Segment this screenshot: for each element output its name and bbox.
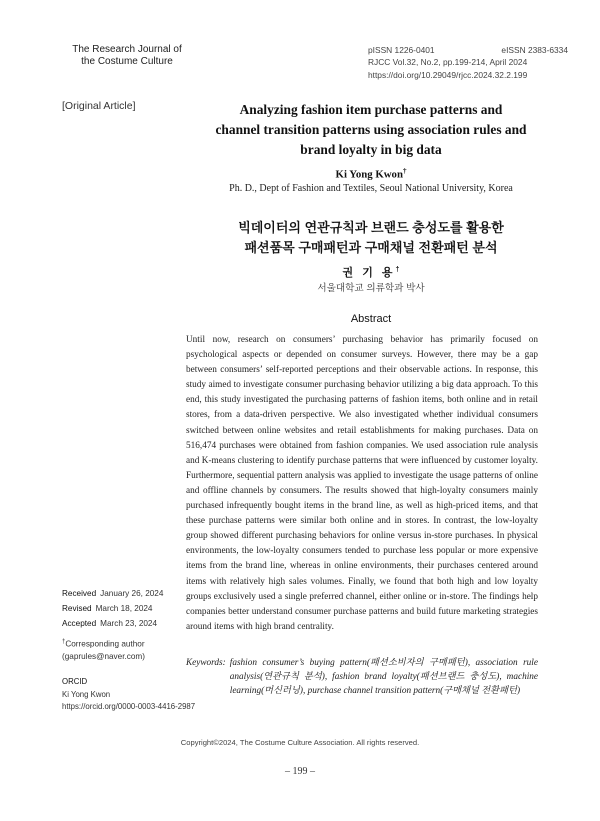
publication-meta — [368, 44, 568, 81]
author-name — [185, 167, 557, 181]
revised-value: March 18, 2024 — [95, 603, 153, 613]
citation: RJCC Vol.32, No.2, pp.199-214, April 2024 — [368, 57, 528, 68]
accepted-label: Accepted — [62, 618, 97, 628]
abstract-heading: Abstract — [350, 313, 392, 325]
journal-name-line-2: the Costume Culture — [81, 56, 173, 67]
korean-corresponding-mark: † — [395, 266, 400, 274]
article-type: [Original Article] — [62, 100, 136, 112]
author-affiliation: Ph. D., Dept of Fashion and Textiles, Seoul National University, Korea — [229, 183, 513, 194]
orcid-block — [62, 676, 195, 714]
korean-affiliation: 서울대학교 의류학과 박사 — [317, 283, 425, 294]
orcid-link[interactable]: https://orcid.org/0000-0003-4416-2987 — [62, 702, 196, 711]
corresponding-author-mark: † — [62, 639, 66, 645]
pissn: pISSN 1226-0401 — [368, 45, 435, 55]
received-date — [62, 587, 163, 602]
corresponding-mark: † — [402, 167, 407, 175]
page-number: – 199 – — [285, 766, 315, 777]
abstract-body: Until now, research on consumers’ purchasing behavior has primarily focused on psychological aspects or depended on consumer surveys. However, there may be a gap between consumers’ self-reported perceptions and their observable actions. In response, this study aimed to investigate consumer purchasing behavior utilizing a big data approach. To this end, this study investigated the purchasing patterns of fashion items, both online and in retail stores, from a data-driven perspective. We also investigated whether individual consumers switched between online websites and retail establishments for making purchases. Data on 516,474 purchases were obtained from fashion companies. We used association rule analysis and K-means clustering to identify purchase patterns that were influenced by customer loyalty. Furthermore, sequential pattern analysis was applied to investigate the usage patterns of online and offline channels by consumers. The results showed that high-loyalty consumers mainly purchased infrequently bought items in the brand line, as well as high-priced items, and that these purchase patterns were similar both online and in stores. In contrast, the low-loyalty group showed different purchasing behaviors for online versus in-store purchases. In physical environments, the low-loyalty consumers tended to purchase less popular or more expensive items from the brand line, whereas in online environments, their purchases centered around items with relatively high sales volumes. Finally, we found that both high and low loyalty groups exclusively used a single preferred channel, either online or in-store. The findings help companies better understand consumer purchase patterns and build future marketing strategies around items with high brand centrality. — [186, 335, 538, 632]
paper-title — [185, 100, 557, 160]
title-line-1: Analyzing fashion item purchase patterns and — [239, 102, 503, 117]
korean-title-line-2: 패션품목 구매패턴과 구매채널 전환패턴 분석 — [244, 240, 498, 255]
orcid-label: ORCID — [62, 677, 88, 686]
accepted-date — [62, 617, 163, 632]
journal-name-line-1: The Research Journal of — [72, 44, 182, 55]
corresponding-author — [62, 636, 145, 664]
doi-link[interactable]: https://doi.org/10.29049/rjcc.2024.32.2.199 — [368, 69, 528, 80]
accepted-value: March 23, 2024 — [100, 618, 158, 628]
received-label: Received — [62, 589, 97, 598]
orcid-name: Ki Yong Kwon — [62, 689, 111, 699]
corresponding-author-label: Corresponding author — [65, 639, 145, 649]
eissn: eISSN 2383-6334 — [501, 45, 568, 55]
korean-title — [185, 218, 557, 258]
keywords-text: fashion consumer’s buying pattern(패션소비자의 구매패턴), association rule analysis(연관규칙 분석), fashion brand loyalty(패션브랜드 충성도), machine learning(머신러닝), purchase channel transition pattern(구매채널 전환패턴) — [229, 658, 538, 696]
korean-author — [185, 264, 557, 280]
korean-author-name: 권 기 용 — [342, 267, 396, 279]
korean-title-line-1: 빅데이터의 연관규칙과 브랜드 충성도를 활용한 — [238, 220, 504, 235]
author-name-text: Ki Yong Kwon — [335, 168, 403, 181]
keywords — [186, 657, 538, 698]
revised-date — [62, 602, 163, 617]
corresponding-email[interactable]: (gaprules@naver.com) — [62, 652, 145, 662]
keywords-label: Keywords: — [186, 658, 226, 668]
received-value: January 26, 2024 — [100, 589, 164, 598]
copyright-notice: Copyright©2024, The Costume Culture Association. All rights reserved. — [180, 738, 420, 747]
journal-name — [62, 44, 192, 68]
title-line-2: channel transition patterns using association rules and — [215, 122, 527, 137]
submission-dates — [62, 587, 163, 631]
revised-label: Revised — [62, 603, 92, 613]
title-line-3: brand loyalty in big data — [300, 142, 442, 157]
